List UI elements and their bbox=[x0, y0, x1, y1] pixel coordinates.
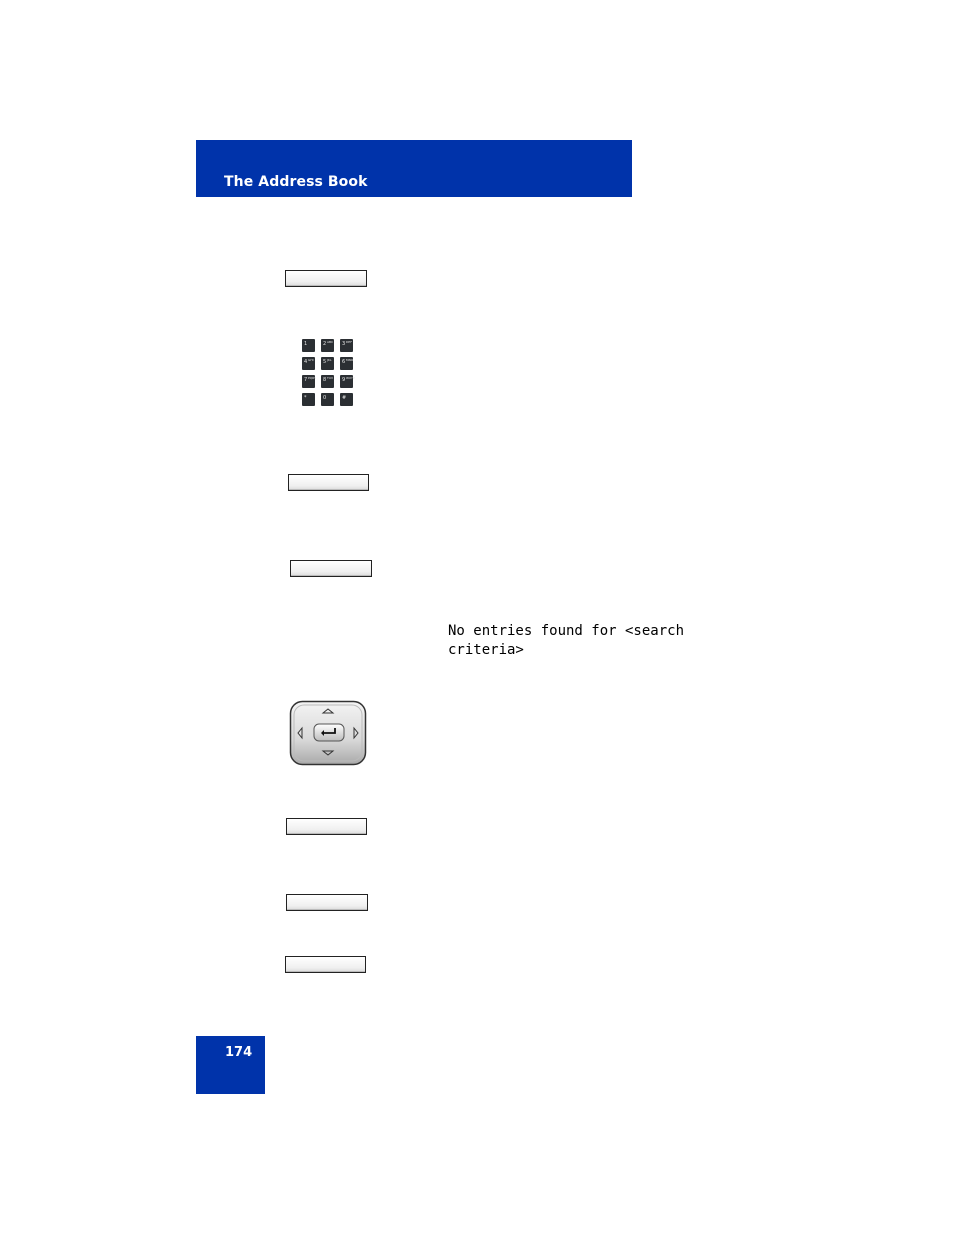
page-number-box bbox=[196, 1036, 265, 1094]
softkey-icon bbox=[285, 956, 366, 973]
keypad-key-4: 4 GHI bbox=[302, 357, 315, 370]
keypad-key-1: 1 bbox=[302, 339, 315, 352]
softkey-icon bbox=[286, 894, 368, 911]
keypad-key-3: 3 DEF bbox=[340, 339, 353, 352]
navigation-cluster-icon bbox=[289, 700, 367, 766]
softkey-icon bbox=[290, 560, 372, 577]
keypad-key-hash: # bbox=[340, 393, 353, 406]
keypad-key-7: 7 PQRS bbox=[302, 375, 315, 388]
keypad-key-2: 2 ABC bbox=[321, 339, 334, 352]
page-title: The Address Book bbox=[224, 174, 368, 190]
keypad-key-6: 6 MNO bbox=[340, 357, 353, 370]
page-number: 174 bbox=[225, 1045, 253, 1060]
softkey-icon bbox=[288, 474, 369, 491]
softkey-icon bbox=[286, 818, 367, 835]
screen-message: No entries found for <search criteria> bbox=[448, 623, 685, 658]
softkey-icon bbox=[285, 270, 367, 287]
keypad-key-0: 0 bbox=[321, 393, 334, 406]
keypad-key-star: * bbox=[302, 393, 315, 406]
dialpad-icon bbox=[302, 339, 354, 407]
header-bar bbox=[196, 140, 632, 197]
keypad-key-9: 9 WXYZ bbox=[340, 375, 353, 388]
keypad-key-8: 8 TUV bbox=[321, 375, 334, 388]
keypad-key-5: 5 JKL bbox=[321, 357, 334, 370]
